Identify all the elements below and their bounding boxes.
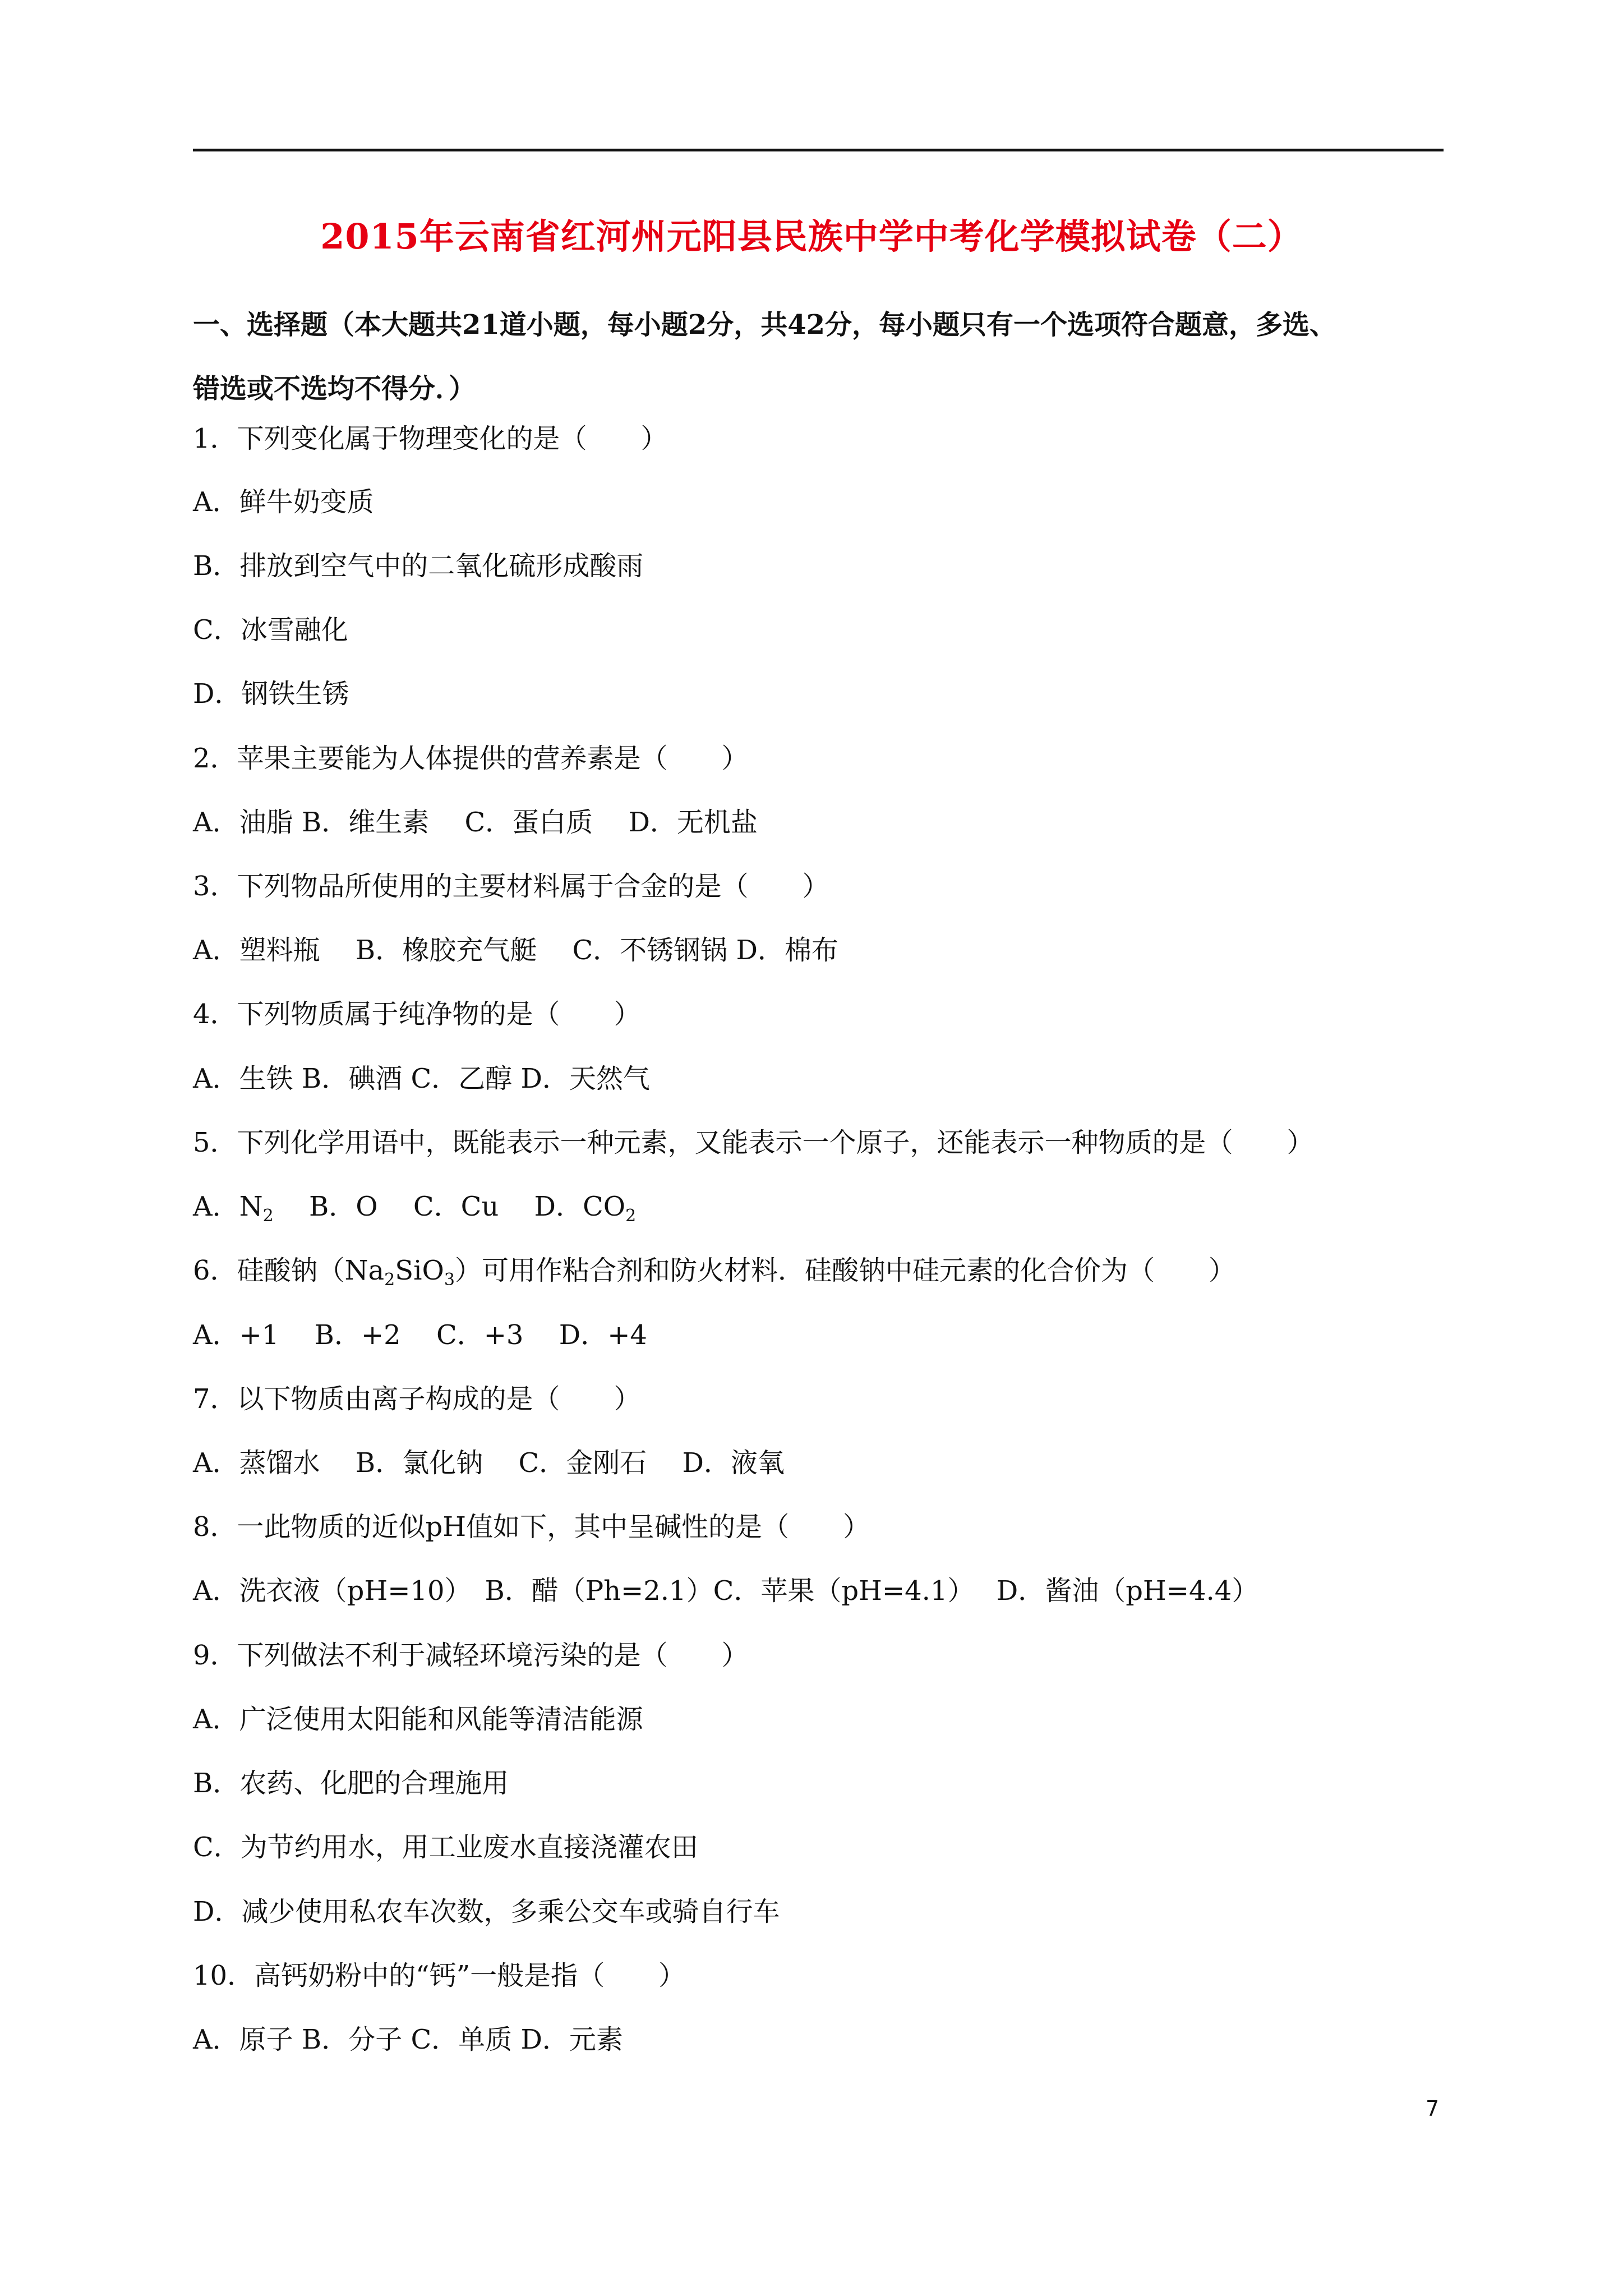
q6-subscript-1: 2 [384, 1270, 395, 1290]
question-9-option-d: D．减少使用私农车次数，多乘公交车或骑自行车 [193, 1896, 780, 1927]
question-9-option-c: C．为节约用水，用工业废水直接浇灌农田 [193, 1832, 698, 1863]
q5-subscript-d: 2 [625, 1206, 637, 1226]
question-4: 4．下列物质属于纯净物的是（ ） [193, 999, 641, 1030]
question-7: 7．以下物质由离子构成的是（ ） [193, 1383, 641, 1415]
question-5-options [193, 1190, 637, 1226]
q6-subscript-2: 3 [444, 1270, 455, 1290]
q5-text-a: A．N [193, 1191, 263, 1222]
section-heading [193, 293, 1444, 421]
question-6-options: A．+1 B．+2 C．+3 D．+4 [193, 1319, 647, 1351]
q5-subscript-a: 2 [262, 1206, 274, 1226]
q6-text-pre: 6．硅酸钠（Na [193, 1255, 385, 1286]
question-9-option-a: A．广泛使用太阳能和风能等清洁能源 [193, 1704, 643, 1735]
question-9-option-b: B．农药、化肥的合理施用 [193, 1768, 509, 1799]
question-1-option-b: B．排放到空气中的二氧化硫形成酸雨 [193, 550, 644, 582]
section-heading-line-2: 错选或不选均不得分．） [193, 373, 476, 404]
header-rule [193, 149, 1444, 151]
q6-text-mid: SiO [395, 1255, 444, 1286]
question-3-options: A．塑料瓶 B．橡胶充气艇 C．不锈钢锅 D．棉布 [193, 935, 838, 966]
page-number: 7 [1426, 2096, 1440, 2121]
question-9: 9．下列做法不利于减轻环境污染的是（ ） [193, 1640, 749, 1671]
question-1-option-d: D．钢铁生锈 [193, 678, 349, 710]
question-2: 2．苹果主要能为人体提供的营养素是（ ） [193, 743, 749, 774]
question-8: 8．一此物质的近似pH值如下，其中呈碱性的是（ ） [193, 1511, 870, 1543]
question-3: 3．下列物品所使用的主要材料属于合金的是（ ） [193, 871, 829, 902]
question-6 [193, 1254, 1235, 1290]
question-10: 10．高钙奶粉中的“钙”一般是指（ ） [193, 1960, 686, 1991]
question-8-options: A．洗衣液（pH=10） B．醋（Ph=2.1）C．苹果（pH=4.1） D．酱油（pH=4.4） [193, 1575, 1259, 1607]
question-1: 1．下列变化属于物理变化的是（ ） [193, 423, 668, 454]
question-2-options: A．油脂 B．维生素 C．蛋白质 D．无机盐 [193, 807, 758, 838]
question-10-options: A．原子 B．分子 C．单质 D．元素 [193, 2024, 623, 2055]
question-1-option-a: A．鲜牛奶变质 [193, 486, 374, 518]
section-heading-line-1: 一、选择题（本大题共21道小题，每小题2分，共42分，每小题只有一个选项符合题意，多选、 [193, 309, 1336, 341]
question-1-option-c: C．冰雪融化 [193, 614, 348, 646]
question-7-options: A．蒸馏水 B．氯化钠 C．金刚石 D．液氧 [193, 1447, 785, 1479]
question-4-options: A．生铁 B．碘酒 C．乙醇 D．天然气 [193, 1063, 650, 1094]
q5-text-rest: B．O C．Cu D．CO [273, 1191, 626, 1222]
question-5: 5．下列化学用语中，既能表示一种元素，又能表示一个原子，还能表示一种物质的是（ ） [193, 1127, 1314, 1158]
q6-text-post: ）可用作粘合剂和防火材料．硅酸钠中硅元素的化合价为（ ） [454, 1255, 1235, 1286]
exam-title: 2015年云南省红河州元阳县民族中学中考化学模拟试卷（二） [320, 216, 1303, 257]
